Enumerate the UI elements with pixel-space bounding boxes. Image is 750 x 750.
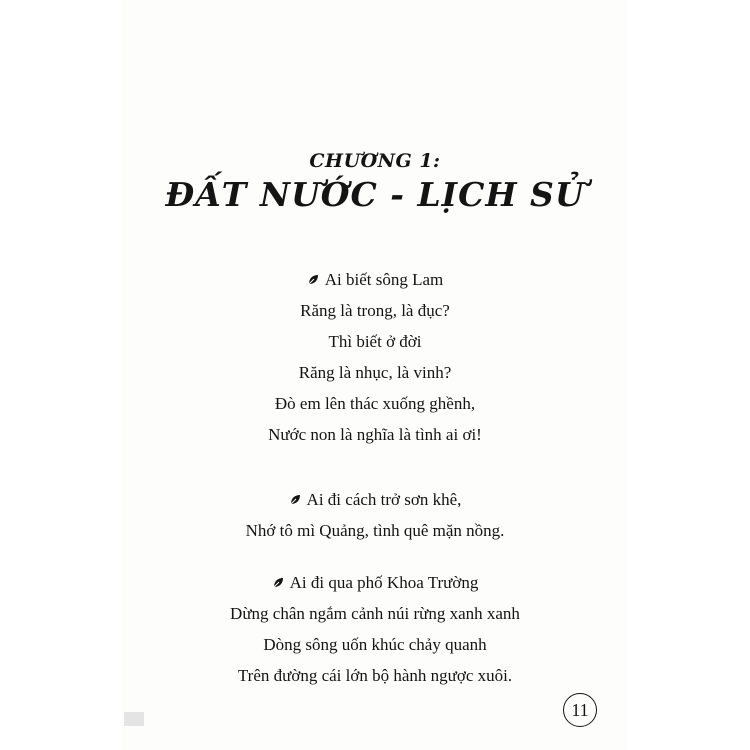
verse-line: Đò em lên thác xuống ghềnh, [274,394,476,413]
verse-line: Dừng chân ngắm cảnh núi rừng xanh xanh [230,604,520,623]
chapter-title: ĐẤT NƯỚC - LỊCH SỬ [165,175,585,214]
verse-line: Răng là nhục, là vinh? [298,363,452,382]
verse-line [0,264,750,295]
verse-line-text: Ai đi qua phố Khoa Trường [289,573,479,592]
leaf-bullet-icon [307,274,319,286]
verse-line-text: Ai đi cách trở sơn khê, [306,490,462,509]
leaf-bullet-icon [272,577,284,589]
verse-2 [0,484,750,546]
verse-line [0,484,750,515]
page-number: 11 [563,693,597,727]
verse-line [0,567,750,598]
verse-line: Dòng sông uốn khúc chảy quanh [263,635,487,654]
verse-line: Nhớ tô mì Quảng, tình quê mặn nồng. [245,521,505,540]
chapter-label: CHƯƠNG 1: [309,150,441,172]
verse-line: Nước non là nghĩa là tình ai ơi! [268,425,482,444]
verse-line: Trên đường cái lớn bộ hành ngược xuôi. [237,666,513,685]
leaf-bullet-icon [289,494,301,506]
verse-line: Răng là trong, là đục? [300,301,450,320]
verse-1 [0,264,750,450]
verse-line-text: Ai biết sông Lam [324,270,444,289]
verse-3 [0,567,750,691]
verse-line: Thì biết ở đời [328,332,422,351]
page-edge-mark [124,712,144,726]
